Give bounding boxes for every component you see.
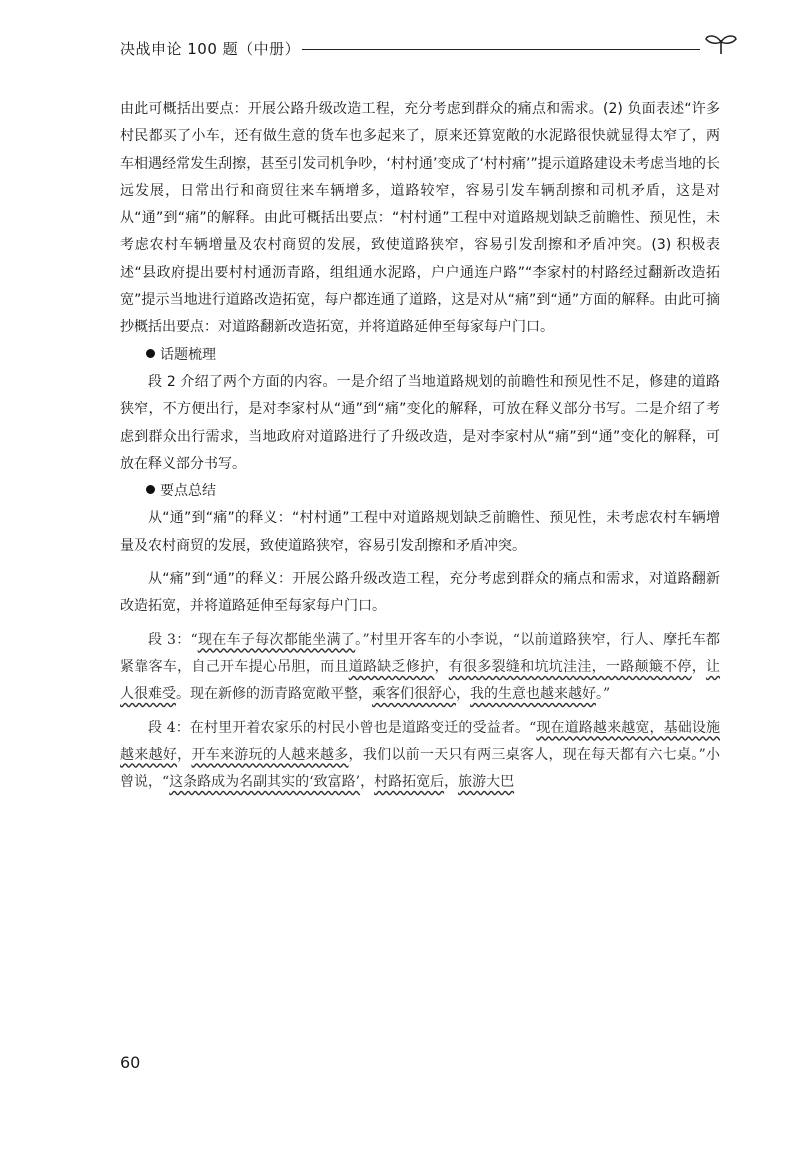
quote4-text-4: ， (444, 774, 459, 791)
analysis-paragraph: 由此可概括出要点：开展公路升级改造工程，充分考虑到群众的痛点和需求。(2) 负面表述“许多村民都买了小车，还有做生意的货车也多起来了，原来还算宽敞的水泥路很快就显得太窄了，两车相遇经常发生刮擦，甚至引发司机争吵，‘村村通’变成了‘村村痛’”提示道路建设未考虑当地的长远发展，日常出行和商贸往来车辆增多，道路较窄，容易引发车辆刮擦和司机矛盾，这是对从“通”到“痛”的解释。由此可概括出要点：“村村通”工程中对道路规划缺乏前瞻性、预见性，未考虑农村车辆增量及农村商贸的发展，致使道路狭窄，容易引发刮擦和矛盾冲突。(3) 积极表述“县政府提出要村村通沥青路，组组通水泥路，户户通连户路”“李家村的村路经过翻新改造拓宽”提示当地进行道路改造拓宽，每户都连通了道路，这是对从“痛”到“通”方面的解释。由此可摘抄概括出要点：对道路翻新改造拓宽，并将道路延伸至每家每户门口。 (120, 101, 720, 336)
header-rule (302, 49, 700, 50)
quote3-text-2: ， (434, 658, 449, 675)
quote3-text-5: ， (456, 686, 470, 703)
summary-heading-label: 要点总结 (160, 483, 216, 500)
material-paragraph-4 (120, 715, 720, 797)
quote3-text-4: 。现在新修的沥青路宽敞平整， (176, 686, 372, 703)
quote3-underline-6: 我的生意也越来越好 (470, 686, 596, 703)
summary-point-1: 从“通”到“痛”的释义：“村村通”工程中对道路规划缺乏前瞻性、预见性，未考虑农村车辆增量及农村商贸的发展，致使道路狭窄，容易引发刮擦和矛盾冲突。 (120, 510, 720, 554)
quote3-text-6: 。” (596, 686, 611, 703)
page-number: 60 (120, 1053, 141, 1072)
quote4-underline-2: 开车来游玩的人越来越多 (191, 746, 349, 763)
quote3-underline-1: 现在车子每次都能坐满了 (197, 631, 356, 648)
quote3-text-3: ， (691, 658, 707, 675)
quote4-underline-5: 旅游大巴 (458, 774, 515, 791)
bullet-icon (146, 349, 155, 358)
book-title: 决战申论 100 题（中册） (120, 40, 301, 58)
quote3-underline-2: 道路缺乏修护 (348, 658, 435, 675)
page-body (120, 96, 720, 796)
running-header (120, 38, 740, 68)
quote3-text-1: 。”村里开客车的小李说，“以前道路狭窄，行人、摩托车都紧靠客车，自己开车提心吊胆，而且 (120, 631, 721, 675)
quote4-lead: 段 4：在村里开着农家乐的村民小曾也是道路变迁的受益者。“ (148, 719, 537, 736)
topic-paragraph: 段 2 介绍了两个方面的内容。一是介绍了当地道路规划的前瞻性和预见性不足，修建的道路狭窄，不方便出行，是对李家村从“通”到“痛”变化的解释，可放在释义部分书写。二是介绍了考虑到群众出行需求，当地政府对道路进行了升级改造，是对李家村从“痛”到“通”变化的解释，可放在释义部分书写。 (120, 373, 720, 472)
quote3-underline-4: 让人很难受 (120, 658, 721, 703)
material-paragraph-3 (120, 627, 720, 709)
quote4-underline-1: 现在道路越来越宽，基础设施越来越好 (120, 719, 721, 763)
quote3-underline-3: 有很多裂缝和坑坑洼洼，一路颠簸不停 (448, 658, 692, 675)
quote4-underline-3: 这条路成为名副其实的‘致富路’ (169, 774, 361, 791)
quote4-text-1: ， (177, 746, 192, 763)
summary-point-2: 从“痛”到“通”的释义：开展公路升级改造工程，充分考虑到群众的痛点和需求，对道路翻新改造拓宽，并将道路延伸至每家每户门口。 (120, 571, 720, 615)
quote4-text-3: ， (360, 774, 375, 791)
quote4-underline-4: 村路拓宽后 (374, 774, 445, 791)
quote3-lead: 段 3：“ (148, 631, 198, 648)
summary-heading (120, 478, 720, 505)
quote4-text-2: ，我们以前一天只有两三桌客人，现在每天都有六七桌。”小曾说，“ (120, 746, 721, 791)
sprout-icon (702, 32, 740, 56)
bullet-icon (146, 485, 155, 494)
quote3-underline-5: 乘客们很舒心 (372, 686, 456, 703)
topic-heading (120, 342, 720, 369)
topic-heading-label: 话题梳理 (160, 346, 216, 363)
